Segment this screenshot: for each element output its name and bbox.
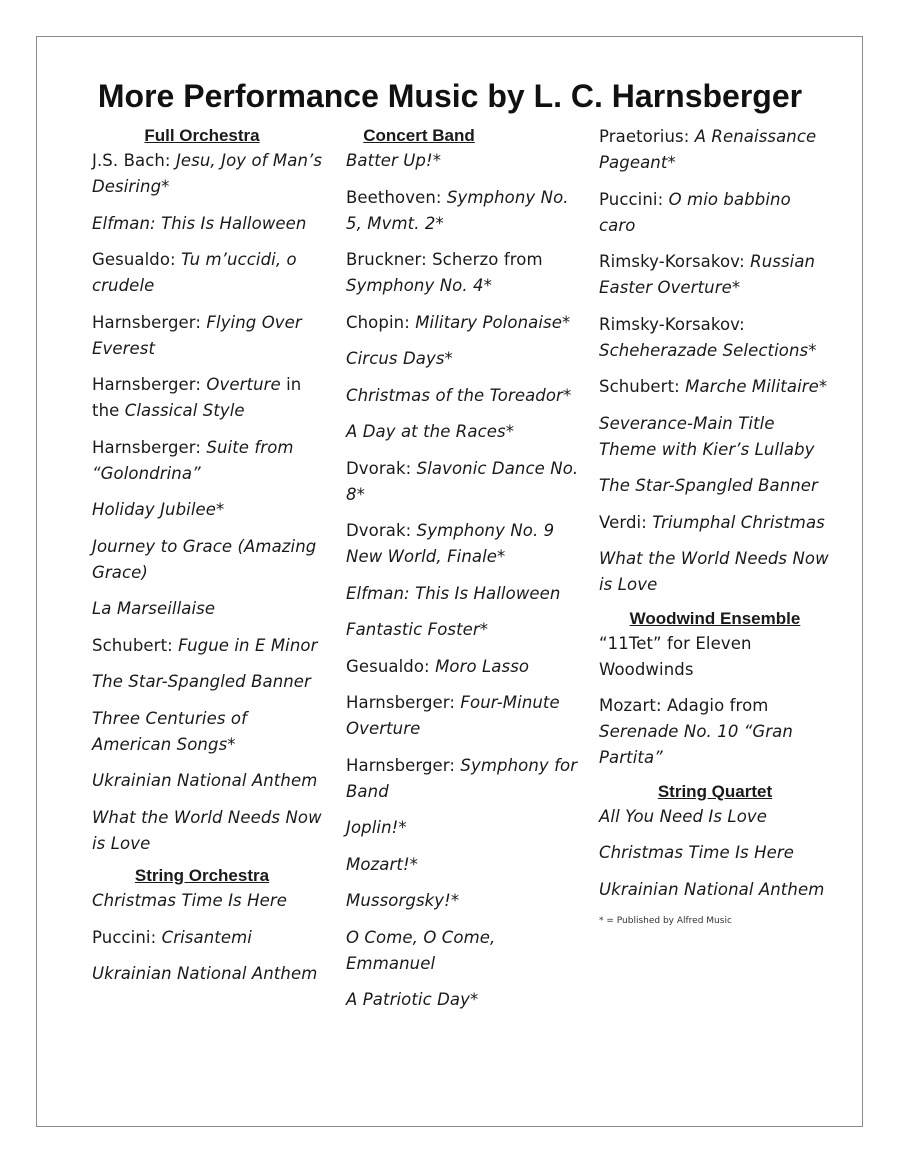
item-title: Classical Style bbox=[124, 401, 245, 420]
item-title: Overture bbox=[206, 375, 281, 394]
item-title: Four-Minute Overture bbox=[346, 693, 560, 738]
item-text: Beethoven: bbox=[346, 187, 447, 207]
item-title: Flying Over Everest bbox=[92, 312, 302, 358]
list-item bbox=[346, 346, 584, 372]
item-title: Christmas of the Toreador* bbox=[346, 385, 572, 405]
column-2 bbox=[346, 124, 584, 1024]
item-title: Crisantemi bbox=[161, 927, 252, 947]
item-text: Bruckner: Scherzo from bbox=[346, 250, 543, 269]
item-title: Tu m’uccidi, o crudele bbox=[92, 250, 297, 295]
item-text: Schubert: bbox=[92, 635, 179, 655]
list-item bbox=[346, 456, 584, 508]
item-title: A Patriotic Day* bbox=[346, 990, 479, 1009]
list-item bbox=[599, 411, 831, 463]
item-text: Puccini: bbox=[92, 927, 162, 947]
list-item bbox=[346, 581, 584, 607]
item-title: Mussorgsky!* bbox=[346, 891, 460, 910]
item-title: Fugue in E Minor bbox=[178, 635, 318, 655]
list-item bbox=[599, 546, 831, 598]
item-text: Gesualdo: bbox=[92, 250, 182, 269]
list-item bbox=[346, 148, 584, 174]
item-text: Rimsky-Korsakov: bbox=[599, 252, 751, 271]
item-title: O mio babbino caro bbox=[599, 189, 791, 235]
item-text: Harnsberger: bbox=[92, 437, 207, 457]
item-text: in the bbox=[92, 375, 302, 420]
list-item bbox=[346, 617, 584, 643]
section-heading-woodwind-ensemble: Woodwind Ensemble bbox=[629, 608, 801, 628]
item-text: Harnsberger: bbox=[92, 375, 207, 394]
footnote: * = Published by Alfred Music bbox=[599, 915, 732, 926]
list-item bbox=[92, 706, 330, 758]
item-title: Serenade No. 10 “Gran Partita” bbox=[599, 722, 793, 767]
item-title: Joplin!* bbox=[346, 818, 407, 837]
list-item bbox=[92, 633, 330, 659]
list-string-orchestra bbox=[92, 888, 330, 987]
item-text: Harnsberger: bbox=[92, 312, 207, 332]
list-item bbox=[599, 473, 831, 499]
item-title: A Renaissance Pageant bbox=[599, 127, 817, 172]
list-item bbox=[92, 534, 330, 586]
item-title: Scheherazade Selections* bbox=[599, 340, 817, 360]
list-item bbox=[599, 374, 831, 400]
item-title: Marche Militaire* bbox=[685, 377, 828, 396]
list-item bbox=[599, 249, 831, 301]
list-string-quartet bbox=[599, 804, 831, 903]
list-item bbox=[92, 669, 330, 695]
item-title: Moro Lasso bbox=[435, 656, 530, 676]
item-text: Harnsberger: bbox=[346, 693, 461, 712]
item-text: * bbox=[667, 153, 676, 172]
list-item bbox=[92, 435, 330, 487]
item-title: Russian Easter Overture* bbox=[599, 252, 816, 297]
list-item bbox=[92, 211, 330, 237]
item-title: Batter Up!* bbox=[346, 151, 442, 170]
list-item bbox=[92, 497, 330, 523]
item-text: Schubert: bbox=[599, 377, 686, 396]
item-title: Circus Days* bbox=[346, 349, 453, 368]
item-title: All You Need Is Love bbox=[599, 806, 768, 826]
list-item bbox=[92, 247, 330, 299]
list-item bbox=[599, 187, 831, 239]
list-item bbox=[346, 654, 584, 680]
item-text: Mozart: Adagio from bbox=[599, 696, 769, 715]
list-item bbox=[92, 310, 330, 362]
list-item bbox=[346, 852, 584, 878]
list-woodwind-ensemble bbox=[599, 631, 831, 772]
item-title: O Come, O Come, Emmanuel bbox=[346, 927, 496, 973]
item-text: “11Tet” for Eleven Woodwinds bbox=[599, 633, 752, 679]
item-title: A Day at the Races* bbox=[346, 422, 515, 441]
item-title: Slavonic Dance No. 8* bbox=[346, 458, 579, 504]
section-heading-string-orchestra: String Orchestra bbox=[134, 866, 270, 885]
list-item bbox=[346, 925, 584, 977]
list-item bbox=[346, 419, 584, 445]
page-title: More Performance Music by L. C. Harnsberger bbox=[97, 78, 803, 114]
item-text: Chopin: bbox=[346, 312, 416, 332]
item-text: Harnsberger: bbox=[346, 755, 461, 775]
list-item bbox=[92, 888, 330, 914]
list-item bbox=[92, 596, 330, 622]
list-item bbox=[599, 631, 831, 683]
item-title: The Star-Spangled Banner bbox=[92, 672, 311, 691]
item-text: Dvorak: bbox=[346, 521, 417, 540]
item-title: Elfman: This Is Halloween bbox=[346, 583, 561, 603]
item-title: What the World Needs Now is Love bbox=[599, 549, 829, 594]
item-text: Gesualdo: bbox=[346, 656, 436, 676]
item-title: What the World Needs Now is Love bbox=[92, 807, 322, 853]
list-concert-band-continued bbox=[599, 124, 831, 598]
item-title: Journey to Grace (Amazing Grace) bbox=[92, 536, 317, 582]
list-item bbox=[346, 815, 584, 841]
item-title: Symphony No. 4* bbox=[346, 276, 492, 295]
list-item bbox=[92, 961, 330, 987]
list-item bbox=[599, 510, 831, 536]
item-title: Symphony No. 9 New World, Finale* bbox=[346, 521, 555, 566]
list-item bbox=[599, 693, 831, 771]
item-title: Symphony No. 5, Mvmt. 2* bbox=[346, 187, 569, 233]
item-title: Jesu, Joy of Man’s Desiring* bbox=[92, 151, 323, 196]
list-item bbox=[346, 753, 584, 805]
section-heading-concert-band: Concert Band bbox=[363, 126, 475, 145]
list-item bbox=[346, 185, 584, 237]
list-item bbox=[346, 518, 584, 570]
item-title: Triumphal Christmas bbox=[652, 512, 825, 532]
column-1 bbox=[92, 124, 330, 998]
item-title: Mozart!* bbox=[346, 854, 419, 874]
item-title: Suite from “Golondrina” bbox=[92, 437, 294, 483]
section-heading-full-orchestra: Full Orchestra bbox=[144, 126, 260, 145]
list-item bbox=[599, 312, 831, 364]
item-text: Rimsky-Korsakov: bbox=[599, 314, 745, 334]
section-heading-string-quartet: String Quartet bbox=[657, 781, 773, 801]
item-title: Symphony for Band bbox=[346, 755, 578, 801]
list-item bbox=[92, 768, 330, 794]
item-title: Ukrainian National Anthem bbox=[599, 879, 825, 899]
item-title: Holiday Jubilee* bbox=[92, 500, 225, 519]
item-title: Christmas Time Is Here bbox=[92, 891, 287, 910]
list-item bbox=[599, 840, 831, 866]
item-title: Elfman: This Is Halloween bbox=[92, 213, 307, 233]
list-item bbox=[346, 383, 584, 409]
item-title: La Marseillaise bbox=[92, 599, 216, 618]
item-text: Dvorak: bbox=[346, 458, 417, 478]
list-item bbox=[599, 124, 831, 176]
item-title: Christmas Time Is Here bbox=[599, 843, 794, 862]
list-item bbox=[346, 247, 584, 299]
list-concert-band bbox=[346, 148, 584, 1013]
item-text: Praetorius: bbox=[599, 127, 695, 146]
list-item bbox=[92, 925, 330, 951]
list-item bbox=[92, 805, 330, 857]
item-title: Three Centuries of American Songs* bbox=[92, 708, 247, 754]
list-item bbox=[346, 310, 584, 336]
list-full-orchestra bbox=[92, 148, 330, 857]
list-item bbox=[92, 372, 330, 424]
list-item bbox=[92, 148, 330, 200]
column-3 bbox=[599, 124, 831, 927]
item-text: J.S. Bach: bbox=[92, 151, 176, 170]
item-text: Puccini: bbox=[599, 189, 669, 209]
list-item bbox=[346, 690, 584, 742]
list-item bbox=[599, 804, 831, 830]
item-text: Verdi: bbox=[599, 512, 653, 532]
list-item bbox=[346, 888, 584, 914]
list-item bbox=[346, 987, 584, 1013]
item-title: Severance-Main Title Theme with Kier’s Lullaby bbox=[599, 413, 815, 459]
item-title: Ukrainian National Anthem bbox=[92, 771, 318, 790]
item-title: Fantastic Foster* bbox=[346, 620, 489, 639]
item-title: Military Polonaise* bbox=[415, 312, 571, 332]
list-item bbox=[599, 877, 831, 903]
item-title: Ukrainian National Anthem bbox=[92, 964, 318, 983]
item-title: The Star-Spangled Banner bbox=[599, 476, 818, 495]
